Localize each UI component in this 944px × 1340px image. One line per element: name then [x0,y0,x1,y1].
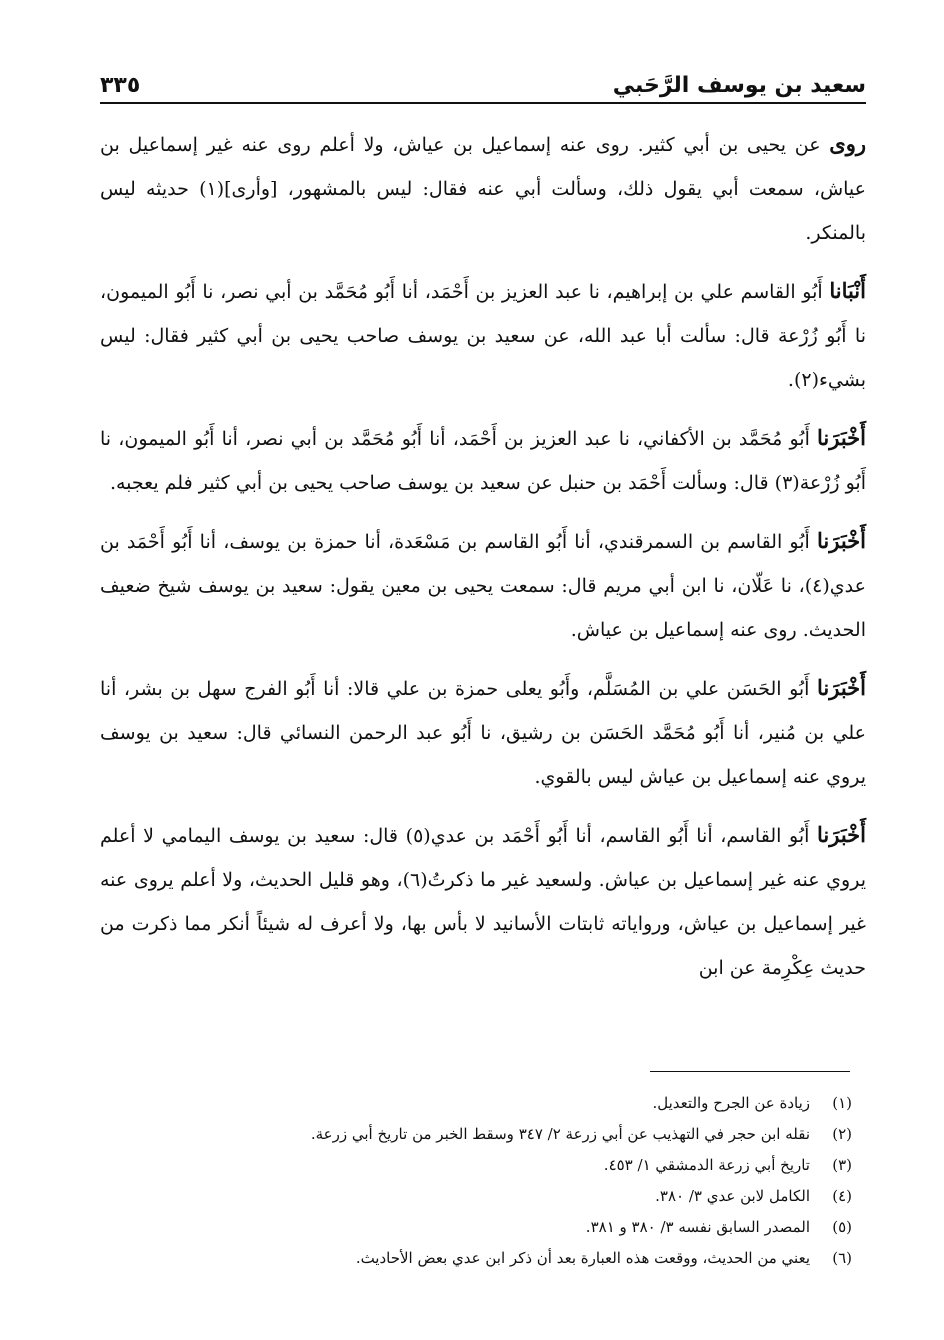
running-header [100,58,866,98]
paragraph [100,416,866,505]
paragraph-lead: أَخْبَرَنا [817,425,866,450]
paragraph-lead: روى [829,131,866,156]
footnote-number: (٥) [832,1218,852,1236]
footnote-text: يعني من الحديث، ووقعت هذه العبارة بعد أن ذكر ابن عدي بعض الأحاديث. [355,1249,810,1267]
footnote [100,1150,852,1181]
paragraph-text: أَبُو مُحَمَّد بن الأكفاني، نا عبد العزيز بن أَحْمَد، أنا أَبُو مُحَمَّد بن أبي نصر، أنا أَبُو الميمون، نا أَبُو زُرْعة(٣) قال: وسألت أَحْمَد بن حنبل عن سعيد بن يوسف صاحب يحيى بن أبي كثير فلم يعجبه. [100,428,866,494]
footnote [100,1243,852,1274]
footnote [100,1212,852,1243]
paragraph-text: أَبُو القاسم علي بن إبراهيم، نا عبد العزيز بن أَحْمَد، أنا أَبُو مُحَمَّد بن أبي نصر، نا أَبُو الميمون، نا أَبُو زُرْعة قال: سألت أبا عبد الله، عن سعيد بن يوسف صاحب يحيى بن أبي كثير فقال: ليس بشيء(٢). [100,281,866,391]
paragraph-text: عن يحيى بن أبي كثير. روى عنه إسماعيل بن عياش، ولا أعلم روى عنه غير إسماعيل بن عياش، سمعت أبي يقول ذلك، وسألت أبي عنه فقال: ليس بالمشهور، [وأرى](١) حديثه ليس بالمنكر. [100,134,867,244]
paragraph-text: أَبُو الحَسَن علي بن المُسَلَّم، وأَبُو يعلى حمزة بن علي قالا: أنا أَبُو الفرج سهل بن بشر، أنا علي بن مُنير، أنا أَبُو مُحَمَّد الحَسَن بن رشيق، نا أَبُو عبد الرحمن النسائي قال: سعيد بن يوسف يروي عنه إسماعيل بن عياش ليس بالقوي. [100,678,866,788]
footnote-text: الكامل لابن عدي ٣/ ٣٨٠. [655,1187,810,1205]
footnote [100,1088,852,1119]
footnote-number: (٣) [832,1156,852,1174]
header-title: سعيد بن يوسف الرَّحَبي [612,73,866,98]
paragraph [100,813,866,990]
footnote-text: المصدر السابق نفسه ٣/ ٣٨٠ و ٣٨١. [585,1218,810,1236]
paragraph [100,666,866,799]
paragraph-lead: أَخْبَرَنا [817,528,866,553]
main-text [100,122,866,1004]
footnote-text: نقله ابن حجر في التهذيب عن أبي زرعة ٢/ ٣٤٧ وسقط الخبر من تاريخ أبي زرعة. [310,1125,810,1143]
page-number: ٣٣٥ [100,73,141,98]
footnote-text: زيادة عن الجرح والتعديل. [652,1094,810,1112]
paragraph [100,122,866,255]
paragraph [100,519,866,652]
footnote [100,1181,852,1212]
footnote-number: (١) [832,1094,852,1112]
paragraph-lead: أَنْبَانا [829,278,866,303]
footnote [100,1119,852,1150]
paragraph-lead: أَخْبَرَنا [817,675,866,700]
paragraph-text: أَبُو القاسم، أنا أَبُو القاسم، أنا أَبُو أَحْمَد بن عدي(٥) قال: سعيد بن يوسف اليمامي لا أعلم يروي عنه غير إسماعيل بن عياش. ولسعيد غير ما ذكرتُ(٦)، وهو قليل الحديث، ولا أعلم يروى عنه غير إسماعيل بن عياش، ورواياته ثابتات الأسانيد لا بأس بها، ولا أعرف له شيئاً أنكر مما ذكرت من حديث عِكْرِمة عن ابن [100,825,866,979]
footnote-number: (٢) [832,1125,852,1143]
footnote-number: (٦) [832,1249,852,1267]
paragraph [100,269,866,402]
footnote-number: (٤) [832,1187,852,1205]
header-rule [100,102,866,104]
paragraph-lead: أَخْبَرَنا [817,822,866,847]
footnote-rule [650,1071,850,1072]
paragraph-text: أَبُو القاسم بن السمرقندي، أنا أَبُو القاسم بن مَسْعَدة، أنا حمزة بن يوسف، أنا أَبُو أَحْمَد بن عدي(٤)، نا عَلّان، نا ابن أبي مريم قال: سمعت يحيى بن معين يقول: سعيد بن يوسف شيخ ضعيف الحديث. روى عنه إسماعيل بن عياش. [100,531,866,641]
footnote-text: تاريخ أبي زرعة الدمشقي ١/ ٤٥٣. [603,1156,810,1174]
footnotes [100,1088,852,1274]
